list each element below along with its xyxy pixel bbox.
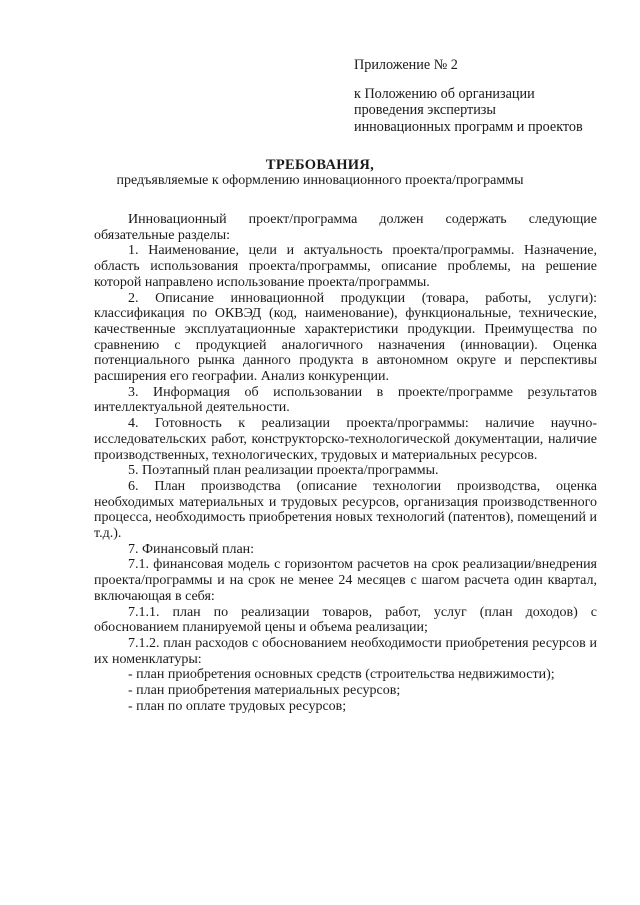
paragraph-7-1-2: 7.1.2. план расходов с обоснованием необходимости приобретения ресурсов и их номенклатуры: [94, 635, 597, 667]
appendix-header [354, 57, 614, 135]
paragraph-6: 6. План производства (описание технологии производства, оценка необходимых материальных и трудовых ресурсов, организация производственного процесса, необходимость приобретения новых технологий (патентов), помещений и т.д.). [94, 478, 597, 542]
document-subtitle: предъявляемые к оформлению инновационного проекта/программы [116, 173, 524, 188]
paragraph-7-1: 7.1. финансовая модель с горизонтом расчетов на срок реализации/внедрения проекта/программы и на срок не менее 24 месяцев с шагом расчета один квартал, включающая в себя: [94, 557, 597, 604]
document-body [94, 212, 597, 715]
list-item: - план по оплате трудовых ресурсов; [128, 698, 347, 714]
list-item: - план приобретения материальных ресурсов; [128, 683, 401, 699]
document-title: ТРЕБОВАНИЯ, [265, 157, 375, 173]
paragraph-4: 4. Готовность к реализации проекта/программы: наличие научно-исследовательских работ, конструкторско-технологической документации, наличие производственных, технологических, трудовых и материальных ресурсов. [94, 416, 597, 463]
paragraph-7-1-1: 7.1.1. план по реализации товаров, работ, услуг (план доходов) с обоснованием планируемой цены и объема реализации; [94, 604, 597, 636]
appendix-line: проведения экспертизы [354, 102, 496, 118]
paragraph-intro: Инновационный проект/программа должен содержать следующие обязательные разделы: [94, 212, 597, 243]
paragraph-7: 7. Финансовый план: [128, 541, 255, 557]
appendix-line: инновационных программ и проектов [354, 118, 583, 135]
paragraph-1: 1. Наименование, цели и актуальность проекта/программы. Назначение, область использования проекта/программы, описание проблемы, на решение которой направлено использование проекта/программы. [94, 243, 597, 290]
list-item: - план приобретения основных средств (строительства недвижимости); [128, 667, 555, 683]
appendix-line: к Положению об организации [354, 85, 535, 102]
paragraph-2: 2. Описание инновационной продукции (товара, работы, услуги): классификация по ОКВЭД (код, наименование), функциональные, технические, качественные эксплуатационные характеристики продукции. Преимущества по сравнению с продукцией аналогичного назначения (инновации). Оценка потенциального рынка данного продукта в автономном округе и перспективы расширения его географии. Анализ конкуренции. [94, 290, 597, 385]
appendix-number: Приложение № 2 [354, 57, 458, 73]
paragraph-3: 3. Информация об использовании в проекте/программе результатов интеллектуальной деятельности. [94, 384, 597, 416]
paragraph-5: 5. Поэтапный план реализации проекта/программы. [128, 463, 439, 479]
